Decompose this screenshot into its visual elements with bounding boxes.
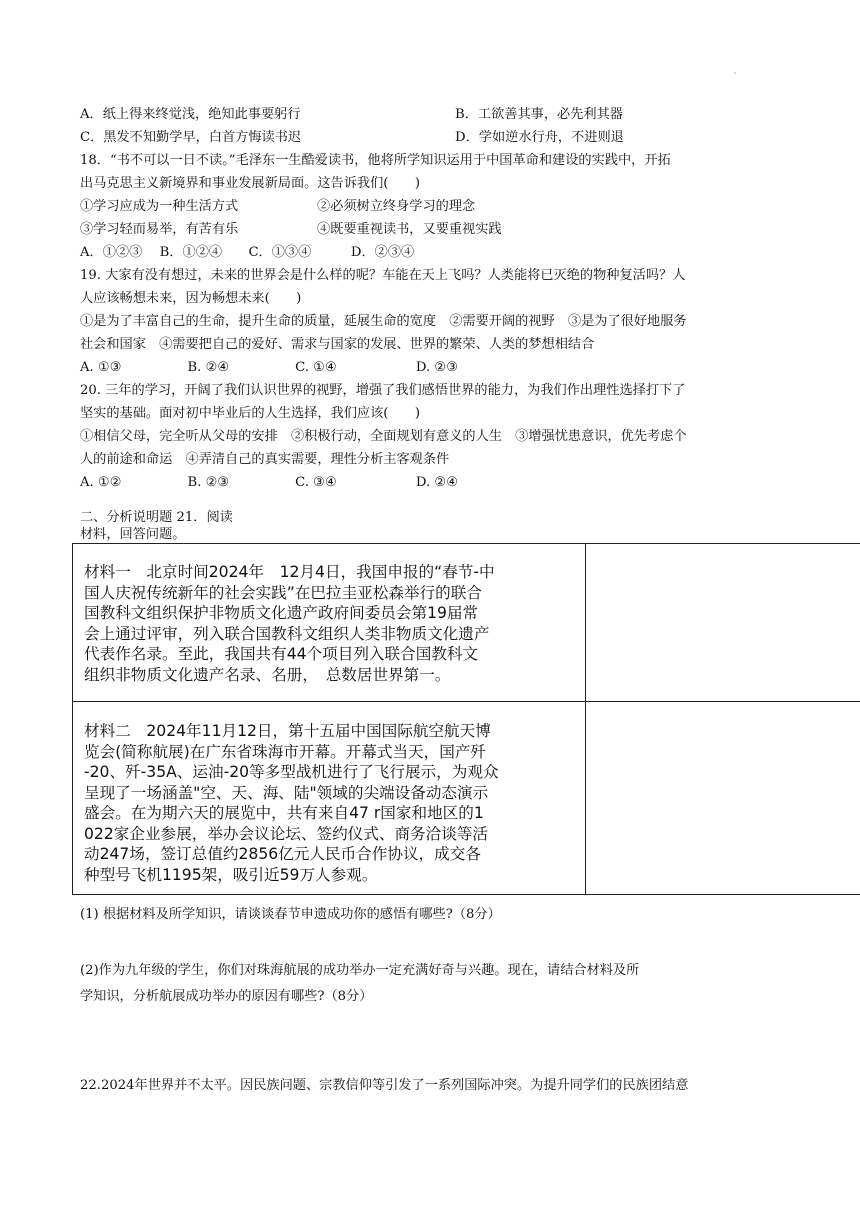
q17-option-c: C．黑发不知勤学早，白首方悔读书迟 [80, 130, 302, 145]
table-border-bottom [72, 894, 860, 895]
q18-stem-line-2: 出马克思主义新境界和事业发展新局面。这告诉我们( ) [80, 176, 420, 191]
q20-items-line-1: ①相信父母，完全听从父母的安排 ②积极行动，全面规划有意义的人生 ③增强忧患意识，优先考虑个 [80, 429, 687, 444]
table-border-top [72, 543, 860, 544]
q21-subquestion-2-line-2: 学知识，分析航展成功举办的原因有哪些?（8分） [80, 989, 373, 1004]
material-1-line: 会上通过评审，列入联合国教科文组织人类非物质文化遗产 [84, 624, 490, 643]
table-border-left [72, 543, 73, 895]
q17-option-row-2 [80, 129, 624, 146]
material-2-line: 材料二 2024年11月12日，第十五届中国国际航空航天博 [84, 722, 491, 740]
material-1-text [84, 562, 584, 685]
q22-stem: 22.2024年世界并不太平。因民族问题、宗教信仰等引发了一系列国际冲突。为提升同学们的民族团结意 [80, 1078, 689, 1093]
q18-stem-line-1: 18．“书不可以一日不读。”毛泽东一生酷爱读书，他将所学知识运用于中国革命和建设的实践中，开拓 [80, 153, 671, 168]
material-2-line: 呈现了一场涵盖"空、天、海、陆"领域的尖端设备动态演示 [84, 783, 489, 802]
q18-items-row-2 [80, 221, 502, 238]
material-1-line: 国人庆祝传统新年的社会实践”在巴拉圭亚松森举行的联合 [84, 583, 482, 602]
q21-subquestion-1: (1) 根据材料及所学知识，请谈谈春节申遗成功你的感悟有哪些?（8分） [80, 907, 501, 922]
q19-options: A. ①③ B. ②④ C. ①④ D. ②③ [80, 360, 459, 375]
q21-subquestion-2-line-1: (2)作为九年级的学生，你们对珠海航展的成功举办一定充满好奇与兴趣。现在，请结合材料及所 [80, 963, 640, 978]
material-2-line: 种型号飞机1195架，吸引近59万人参观。 [84, 865, 378, 884]
material-2-line: 览会(简称航展)在广东省珠海市开幕。开幕式当天，国产歼 [84, 742, 487, 761]
section-2-heading: 二、分析说明题 21．阅读 [80, 510, 233, 525]
q20-stem-line-2: 坚实的基础。面对初中毕业后的人生选择，我们应该( ) [80, 406, 420, 421]
q18-item-2: ②必须树立终身学习的理念 [317, 199, 476, 214]
q17-option-b: B．工欲善其事，必先利其器 [455, 107, 623, 122]
material-2-line: 022家企业参展，举办会议论坛、签约仪式、商务洽谈等活 [84, 824, 489, 843]
page-dot-mark [734, 72, 736, 74]
q18-item-4: ④既要重视读书，又要重视实践 [317, 222, 502, 237]
material-1-line: 材料一 北京时间2024年 12月4日，我国申报的“春节-中 [84, 563, 495, 581]
q20-options: A. ①② B. ②③ C. ③④ D. ②④ [80, 475, 459, 490]
q17-option-row-1 [80, 106, 623, 123]
q19-stem-line-2: 人应该畅想未来，因为畅想未来( ) [80, 291, 302, 306]
table-column-divider [585, 543, 586, 895]
material-1-line: 代表作名录。至此，我国共有44个项目列入联合国教科文 [84, 645, 479, 663]
material-2-line: 盛会。在为期六天的展览中，共有来自47 r国家和地区的1 [84, 804, 484, 822]
q18-item-1: ①学习应成为一种生活方式 [80, 199, 239, 214]
q18-options: A．①②③ B．①②④ C．①③④ D．②③④ [80, 245, 415, 260]
q20-items-line-2: 人的前途和命运 ④弄清自己的真实需要，理性分析主客观条件 [80, 452, 450, 467]
material-2-line: -20、歼-35A、运油-20等多型战机进行了飞行展示，为观众 [84, 763, 499, 781]
materials-table [72, 543, 860, 895]
material-2-line: 动247场，签订总值约2856亿元人民币合作协议，成交各 [84, 845, 481, 863]
q19-items-line-1: ①是为了丰富自己的生命，提升生命的质量，延展生命的宽度 ②需要开阔的视野 ③是为了很好地服务 [80, 314, 687, 329]
material-1-line: 国教科文组织保护非物质文化遗产政府间委员会第19届常 [84, 604, 479, 622]
q17-option-d: D．学如逆水行舟，不进则退 [455, 130, 624, 145]
q18-item-3: ③学习轻而易举，有苦有乐 [80, 222, 239, 237]
material-1-line: 组织非物质文化遗产名录、名册， 总数居世界第一。 [84, 665, 451, 684]
material-2-text [84, 721, 584, 885]
q17-option-a: A．纸上得来终觉浅，绝知此事要躬行 [80, 107, 301, 122]
q18-items-row-1 [80, 198, 476, 215]
q20-stem-line-1: 20. 三年的学习，开阔了我们认识世界的视野，增强了我们感悟世界的能力，为我们作出理性选择打下了 [80, 383, 686, 398]
table-row-divider [72, 701, 860, 702]
q19-items-line-2: 社会和国家 ④需要把自己的爱好、需求与国家的发展、世界的繁荣、人类的梦想相结合 [80, 337, 595, 352]
q19-stem-line-1: 19. 大家有没有想过，未来的世界会是什么样的呢？车能在天上飞吗？人类能将已灭绝的物种复活吗？人 [80, 268, 686, 283]
section-2-heading-continued: 材料，回答问题。 [80, 527, 186, 542]
